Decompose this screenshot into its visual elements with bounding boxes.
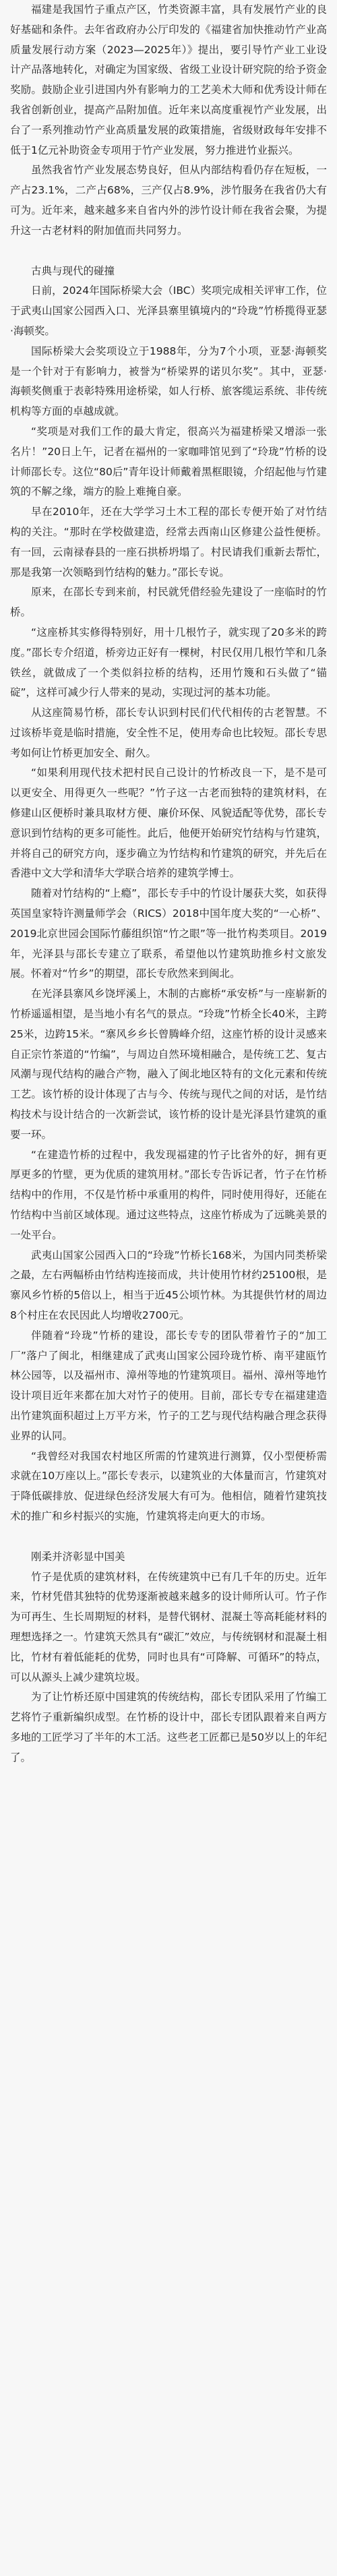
article-paragraph: 在光泽县寨风乡饶坪溪上，木制的古廊桥“承安桥”与一座崭新的竹桥遥遥相望，是当地小有名气的景点。“玲珑”竹桥全长40米，主跨25米，边跨15米。“寨风乡乡长曾腾峰介绍，这座竹桥的设计灵感来自正宗竹茶道的“竹编”，与周边自然环境相融合，是传统工艺、复古风潮与现代结构的融合产物，融入了闽北地区特有的文化元素和传统工艺。该竹桥的设计体现了古与今、传统与现代之间的对话，是竹结构技术与设计结合的一次新尝试，该竹桥的设计是光泽县竹建筑的重要一环。 [10, 988, 327, 1141]
section-gap [10, 1527, 327, 1547]
article-paragraph: “奖项是对我们工作的最大肯定，很高兴为福建桥梁又增添一张名片！”20日上午，记者在福州的一家咖啡馆见到了“玲珑”竹桥的设计师邵长专。这位“80后”青年设计师戴着黑框眼镜，介绍起他与竹建筑的不解之缘，端方的脸上难掩自豪。 [10, 425, 327, 498]
article-paragraph: 虽然我省竹产业发展态势良好，但从内部结构看仍存在短板，一产占23.1%，二产占68%，三产仅占8.9%，涉竹服务在我省仍大有可为。近年来，越来越多来自省内外的涉竹设计师在我省会聚，为提升这一古老材料的附加值而共同努力。 [10, 164, 327, 237]
article-paragraph: “如果利用现代技术把村民自己设计的竹桥改良一下，是不是可以更安全、用得更久一些呢？”竹子这一古老而独特的建筑材料，在修建山区便桥时兼具取材方便、廉价环保、风貌适配等优势，邵长专意识到竹结构的更多可能性。此后，他便开始研究竹结构与竹建筑，并将自己的研究方向，逐步确立为竹结构和竹建筑的研究，并先后在香港中文大学和清华大学联合培养的建筑学博士。 [10, 767, 327, 880]
article-paragraph: 从这座简易竹桥，邵长专认识到村民们代代相传的古老智慧。不过该桥毕竟是临时措施，安全性不足，使用寿命也比较短。邵长专思考如何让竹桥更加安全、耐久。 [10, 707, 327, 759]
article-paragraph: 武夷山国家公园西入口的“玲珑”竹桥长168米，为国内同类桥梁之最，左右两幅桥由竹结构连接而成，共计使用竹材约25100根，是寨风乡竹桥的5倍以上，相当于近45公顷竹林。为其提供竹材的周边8个村庄在农民因此人均增收2700元。 [10, 1249, 327, 1321]
article-paragraph: 福建是我国竹子重点产区，竹类资源丰富，具有发展竹产业的良好基础和条件。去年省政府办公厅印发的《福建省加快推动竹产业高质量发展行动方案（2023—2025年）》提出，要引导竹产业工业设计产品落地转化，对确定为国家级、省级工业设计研究院的给予资金奖励。鼓励企业引进国内外有影响力的工艺美术大师和优秀设计师在我省创新创业，提高产品附加值。近年来以高度重视竹产业发展，出台了一系列推动竹产业高质量发展的政策措施，省级财政每年安排不低于1亿元补助资金专项用于竹产业发展，努力推进竹业振兴。 [10, 3, 327, 156]
article-paragraph: 伴随着“玲珑”竹桥的建设，邵长专专的团队带着竹子的“加工厂”落户了闽北，相继建成了武夷山国家公园玲珑竹桥、南平建瓯竹林公园等，以及福州市、漳州等地的竹建筑项目。福州、漳州等地竹设计项目近年来都在加大对竹子的使用。目前，邵长专专在福建建造出竹建筑面积超过上万平方米，竹子的工艺与现代结构融合理念获得业界的认同。 [10, 1329, 327, 1442]
article-paragraph: “这座桥其实修得特别好，用十几根竹子，就实现了20多米的跨度。”邵长专介绍道，桥旁边正好有一棵树，村民仅用几根竹竿和几条铁丝，就做成了一个类似斜拉桥的结构，还用竹篾和石头做了“锚碇”，这样可减少行人带来的晃动，实现过河的基本功能。 [10, 626, 327, 699]
article-paragraph: “在建造竹桥的过程中，我发现福建的竹子比省外的好，拥有更厚更多的竹壁，更为优质的建筑用材。”邵长专告诉记者，竹子在竹桥结构中的作用，不仅是竹桥中承重用的构件，同时使用得好，还能在竹结构中当前区域体现。通过这些特点，这座竹桥成为了远眺美景的一处平台。 [10, 1148, 327, 1241]
article-paragraph: 竹子是优质的建筑材料，在传统建筑中已有几千年的历史。近年来，竹材凭借其独特的优势逐渐被越来越多的设计师所认可。竹子作为可再生、生长周期短的材料，是替代钢材、混凝土等高耗能材料的理想选择之一。竹建筑天然具有“碳汇”效应，与传统钢材和混凝土相比，竹材有着低能耗的优势，同时也具有“可降解、可循环”的特点，可以从源头上减少建筑垃圾。 [10, 1570, 327, 1683]
article-paragraph: 早在2010年，还在大学学习土木工程的邵长专便开始了对竹结构的关注。“那时在学校做建造，经常去西南山区修建公益性便桥。有一回，云南禄春县的一座石拱桥坍塌了。村民请我们重新去帮忙，那是我第一次领略到竹结构的魅力。”邵长专说。 [10, 506, 327, 578]
section-heading: 古典与现代的碰撞 [31, 264, 115, 277]
article-paragraph: 为了让竹桥还原中国建筑的传统结构，邵长专团队采用了竹编工艺将竹子重新编织成型。在竹桥的设计中，邵长专团队跟着来自两方多地的工匠学习了半年的木工活。这些老工匠都已是50岁以上的年纪了。 [10, 1691, 327, 1764]
article-paragraph: “我曾经对我国农村地区所需的竹建筑进行测算，仅小型便桥需求就在10万座以上。”邵长专表示，以建筑业的大体量而言，竹建筑对于降低碳排放、促进绿色经济发展大有可为。他相信，随着竹建筑技术的推广和乡村振兴的实施，竹建筑将走向更大的市场。 [10, 1449, 327, 1522]
article-paragraph: 日前，2024年国际桥梁大会（IBC）奖项完成相关评审工作，位于武夷山国家公园西入口、光泽县寨里镇境内的“玲珑”竹桥揽得亚瑟·海顿奖。 [10, 284, 327, 337]
article-paragraph: 随着对竹结构的“上瘾”，邵长专手中的竹设计屡获大奖，如获得英国皇家特许测量师学会（RICS）2018中国年度大奖的“一心桥”、2019北京世园会国际竹藤组织馆“竹之眼”等一批竹构类项目。2019年，光泽县与邵长专建立了联系，希望他以竹建筑助推乡村文旅发展。怀着对“竹乡”的期望，邵长专欣然来到闽北。 [10, 887, 327, 980]
section-gap [10, 241, 327, 262]
article-paragraph: 国际桥梁大会奖项设立于1988年，分为7个小项，亚瑟·海顿奖是一个针对于有影响力，被誉为“桥梁界的诺贝尔奖”。其中，亚瑟·海顿奖侧重于表彰特殊用途桥梁，如人行桥、旅客缆运系统、非传统机构等方面的卓越成就。 [10, 345, 327, 418]
article-paragraph: 原来，在邵长专到来前，村民就凭借经验先建设了一座临时的竹桥。 [10, 586, 327, 619]
section-heading: 刚柔并济彰显中国美 [31, 1550, 125, 1563]
